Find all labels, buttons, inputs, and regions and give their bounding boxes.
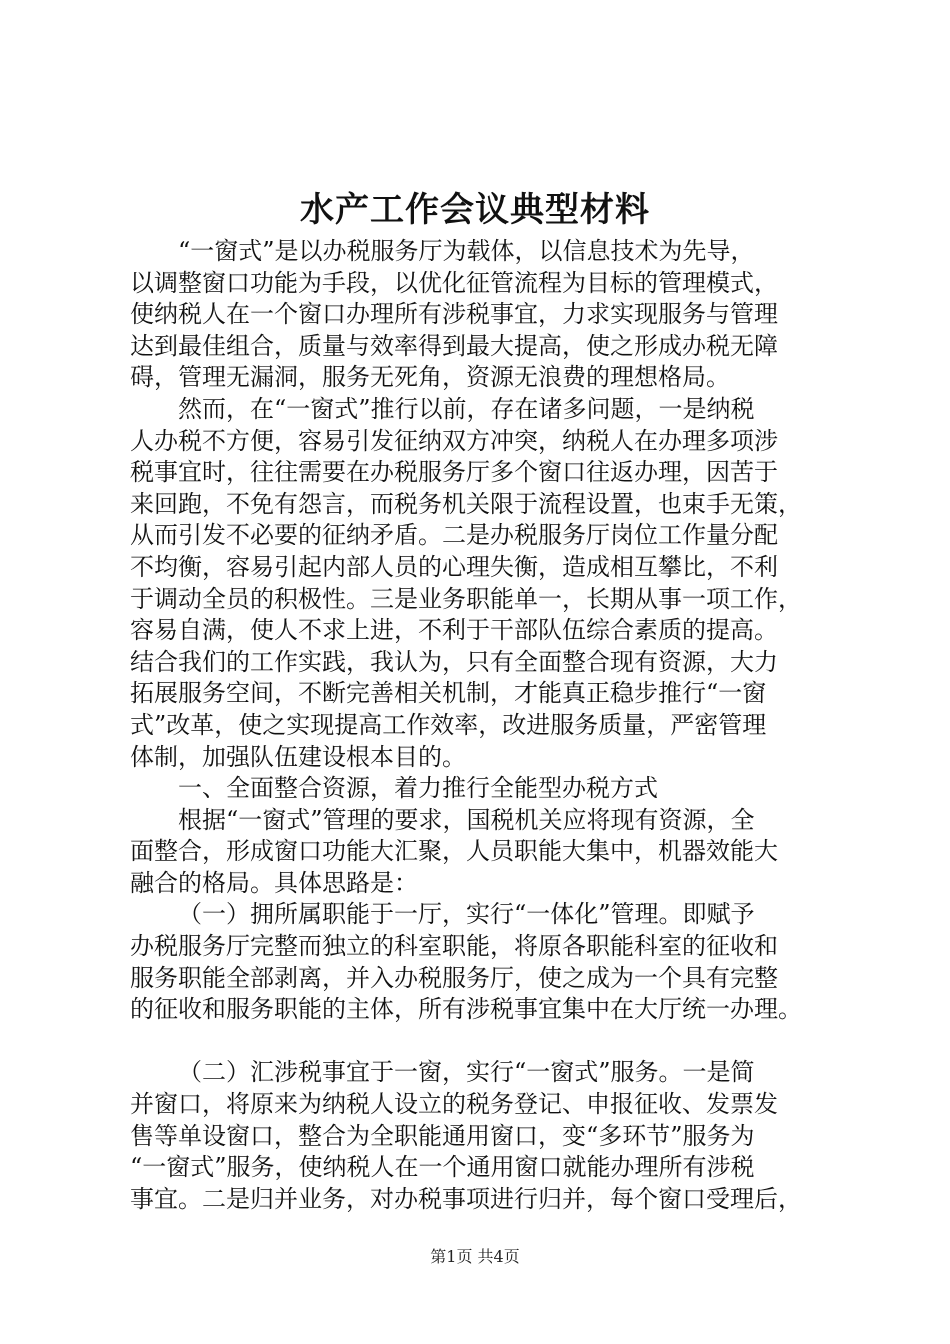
text-line: 使纳税人在一个窗口办理所有涉税事宜，力求实现服务与管理 [130, 300, 778, 329]
text-line: 拓展服务空间，不断完善相关机制，才能真正稳步推行“一窗 [130, 679, 767, 708]
text-line: 一、全面整合资源，着力推行全能型办税方式 [178, 774, 658, 803]
text-line: 融合的格局。具体思路是： [130, 868, 418, 897]
text-line: “一窗式”是以办税服务厅为载体，以信息技术为先导， [178, 237, 755, 265]
text-line: 办税服务厅完整而独立的科室职能，将原各职能科室的征收和 [130, 932, 778, 961]
text-line: 税事宜时，往往需要在办税服务厅多个窗口往返办理，因苦于 [130, 458, 778, 487]
text-line: 然而，在“一窗式”推行以前，存在诸多问题，一是纳税 [178, 394, 755, 423]
text-line: 事宜。二是归并业务，对办税事项进行归并，每个窗口受理后， [130, 1184, 802, 1213]
text-line: 于调动全员的积极性。三是业务职能单一，长期从事一项工作， [130, 584, 802, 613]
text-line: 来回跑，不免有怨言，而税务机关限于流程设置，也束手无策， [130, 489, 802, 518]
text-line: 根据“一窗式”管理的要求，国税机关应将现有资源，全 [178, 805, 755, 834]
text-line: 的征收和服务职能的主体，所有涉税事宜集中在大厅统一办理。 [130, 995, 802, 1024]
text-line: 服务职能全部剥离，并入办税服务厅，使之成为一个具有完整 [130, 963, 778, 992]
blank-line [130, 1026, 828, 1058]
document-body [130, 236, 828, 1215]
text-line: 达到最佳组合，质量与效率得到最大提高，使之形成办税无障 [130, 331, 778, 360]
text-line: 容易自满，使人不求上进，不利于干部队伍综合素质的提高。 [130, 616, 778, 645]
document-title: 水产工作会议典型材料 [300, 190, 650, 230]
text-line: 以调整窗口功能为手段，以优化征管流程为目标的管理模式， [130, 268, 778, 297]
text-line: 从而引发不必要的征纳矛盾。二是办税服务厅岗位工作量分配 [130, 521, 778, 550]
text-line: 人办税不方便，容易引发征纳双方冲突，纳税人在办理多项涉 [130, 426, 778, 455]
text-line: 并窗口，将原来为纳税人设立的税务登记、申报征收、发票发 [130, 1090, 778, 1119]
text-line: （一）拥所属职能于一厅，实行“一体化”管理。即赋予 [178, 900, 755, 929]
text-line: 碍，管理无漏洞，服务无死角，资源无浪费的理想格局。 [130, 363, 730, 392]
page-footer: 第1页 共4页 [430, 1247, 520, 1266]
text-line: “一窗式”服务，使纳税人在一个通用窗口就能办理所有涉税 [130, 1153, 755, 1182]
text-line: （二）汇涉税事宜于一窗，实行“一窗式”服务。一是简 [178, 1058, 755, 1087]
text-line: 体制，加强队伍建设根本目的。 [130, 742, 466, 771]
text-line: 不均衡，容易引起内部人员的心理失衡，造成相互攀比，不利 [130, 552, 778, 581]
text-line: 售等单设窗口，整合为全职能通用窗口，变“多环节”服务为 [130, 1121, 755, 1150]
text-line: 面整合，形成窗口功能大汇聚，人员职能大集中，机器效能大 [130, 837, 778, 866]
text-line: 式”改革，使之实现提高工作效率，改进服务质量，严密管理 [130, 710, 767, 739]
text-line: 结合我们的工作实践，我认为，只有全面整合现有资源，大力 [130, 647, 778, 676]
